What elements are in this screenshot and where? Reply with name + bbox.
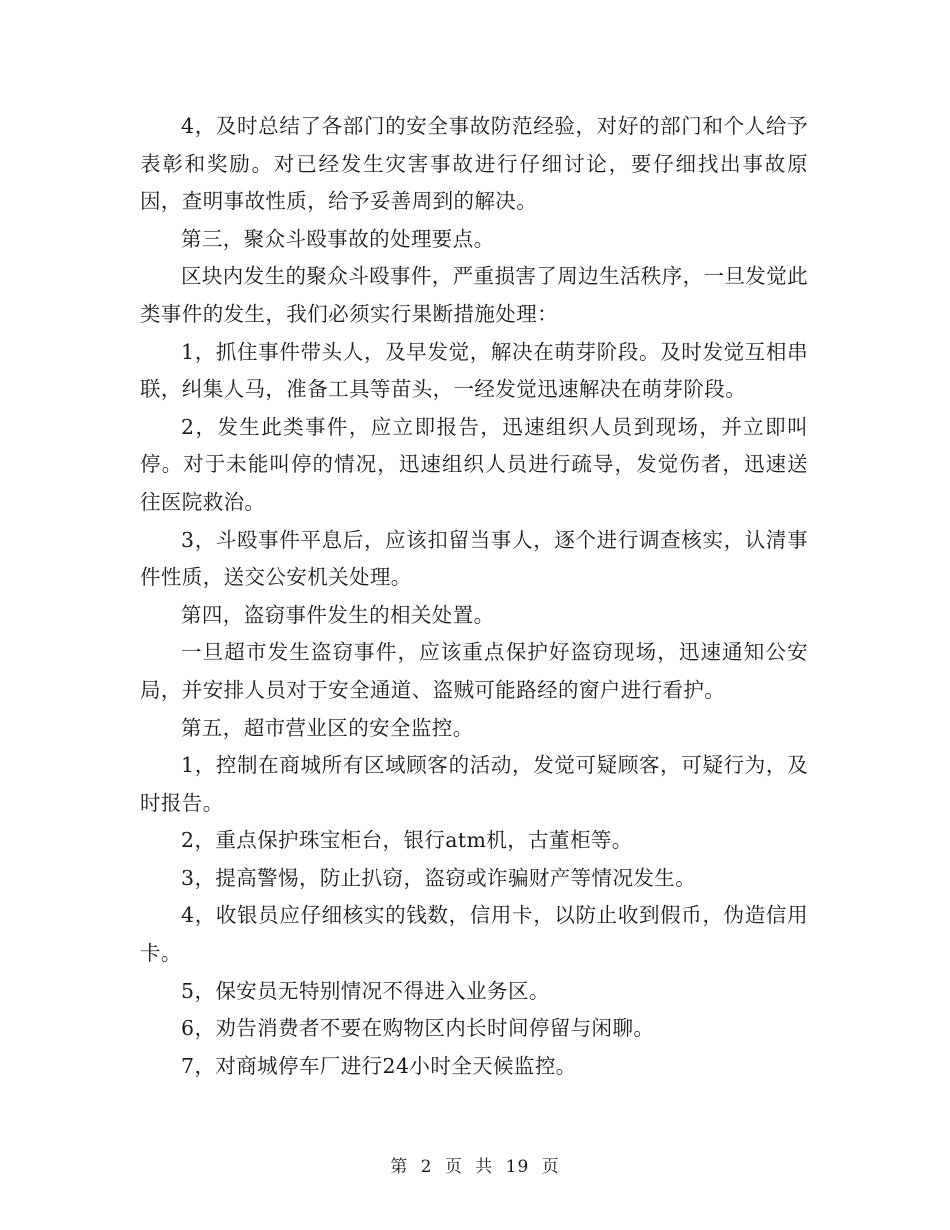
paragraph-4: 1，抓住事件带头人，及早发觉，解决在萌芽阶段。及时发觉互相串联，纠集人马，准备工具等苗头，一经发觉迅速解决在萌芽阶段。 (140, 339, 808, 402)
document-body (140, 108, 808, 1085)
paragraph-3: 区块内发生的聚众斗殴事件，严重损害了周边生活秩序，一旦发觉此类事件的发生，我们必须实行果断措施处理： (140, 264, 808, 326)
paragraph-1: 4，及时总结了各部门的安全事故防范经验，对好的部门和个人给予表彰和奖励。对已经发生灾害事故进行仔细讨论，要仔细找出事故原因，查明事故性质，给予妥善周到的解决。 (140, 114, 808, 214)
paragraph-5: 2，发生此类事件，应立即报告，迅速组织人员到现场，并立即叫停。对于未能叫停的情况，迅速组织人员进行疏导，发觉伤者，迅速送往医院救治。 (140, 414, 808, 514)
paragraph-8: 一旦超市发生盗窃事件，应该重点保护好盗窃现场，迅速通知公安局，并安排人员对于安全通道、盗贼可能路经的窗户进行看护。 (140, 640, 808, 702)
paragraph-10: 1，控制在商城所有区域顾客的活动，发觉可疑顾客，可疑行为，及时报告。 (140, 753, 808, 815)
page-number-footer: 第 2 页 共 19 页 (390, 1157, 560, 1177)
paragraph-11: 2，重点保护珠宝柜台，银行atm机，古董柜等。 (181, 828, 633, 853)
paragraph-14: 5，保安员无特别情况不得进入业务区。 (181, 978, 550, 1003)
paragraph-13: 4，收银员应仔细核实的钱数，信用卡，以防止收到假币，伪造信用卡。 (140, 903, 808, 966)
section-heading-4: 第四，盗窃事件发生的相关处置。 (181, 602, 495, 627)
paragraph-6: 3，斗殴事件平息后，应该扣留当事人，逐个进行调查核实，认清事件性质，送交公安机关处理。 (140, 527, 808, 590)
section-heading-5: 第五，超市营业区的安全监控。 (181, 715, 474, 740)
paragraph-16: 7，对商城停车厂进行24小时全天候监控。 (181, 1053, 577, 1078)
paragraph-15: 6，劝告消费者不要在购物区内长时间停留与闲聊。 (181, 1016, 655, 1041)
paragraph-12: 3，提高警惕，防止扒窃，盗窃或诈骗财产等情况发生。 (181, 865, 697, 890)
section-heading-3: 第三，聚众斗殴事故的处理要点。 (181, 226, 495, 251)
